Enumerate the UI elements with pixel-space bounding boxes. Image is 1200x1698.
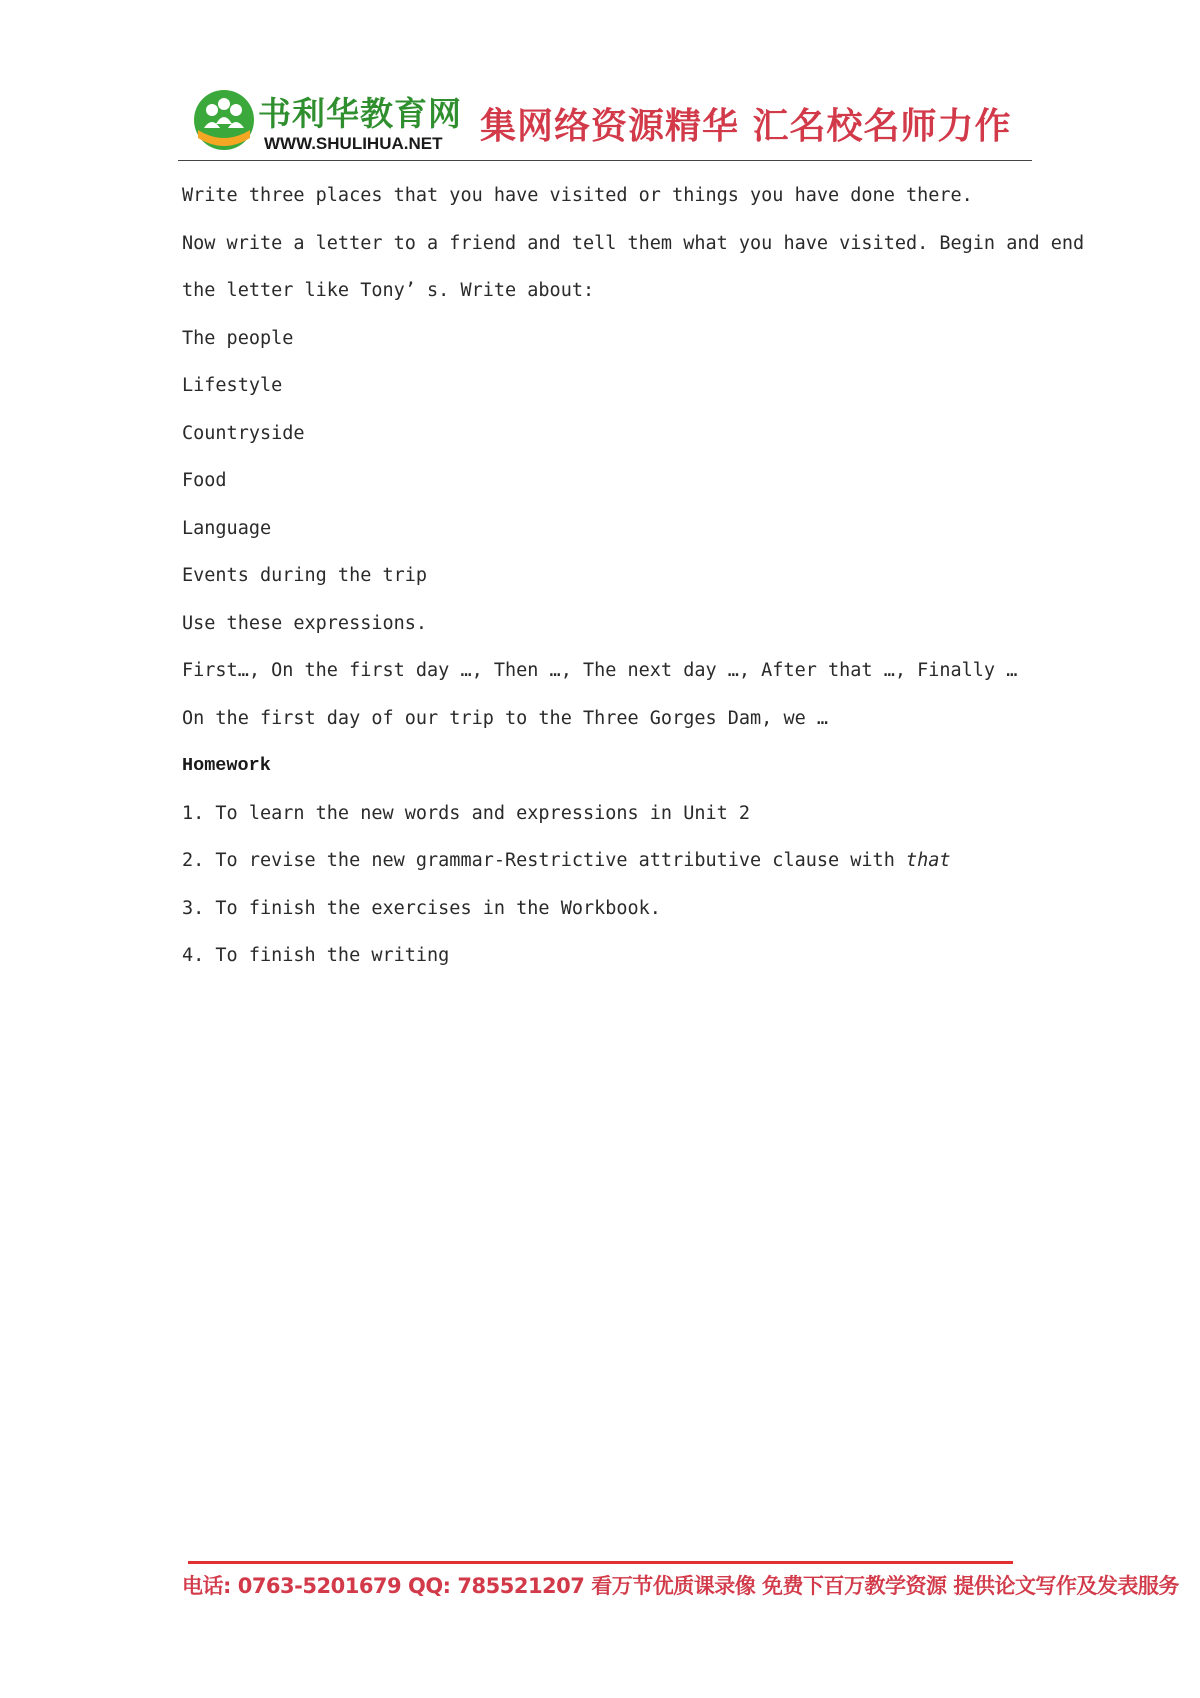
homework-item bbox=[182, 837, 1032, 885]
instruction-line: Now write a letter to a friend and tell them what you have visited. Begin and end bbox=[182, 232, 1085, 254]
page-header bbox=[180, 82, 1030, 160]
document-body bbox=[182, 172, 1085, 980]
topic-item: The people bbox=[182, 327, 294, 349]
shulihua-logo-icon bbox=[192, 88, 256, 152]
footer-divider bbox=[188, 1561, 1013, 1564]
instruction-line: the letter like Tony’ s. Write about: bbox=[182, 280, 595, 301]
topic-item: Language bbox=[182, 517, 272, 539]
instruction-line: Write three places that you have visited or things you have done there. bbox=[182, 185, 973, 206]
brand-name: 书利华教育网 bbox=[258, 94, 462, 133]
homework-item: 4. To finish the writing bbox=[182, 945, 450, 966]
header-divider bbox=[178, 160, 1032, 161]
homework-item-text: 2. To revise the new grammar-Restrictive attributive clause with bbox=[182, 850, 906, 871]
topic-item: Lifestyle bbox=[182, 375, 283, 396]
sample-sentence: On the first day of our trip to the Three Gorges Dam, we … bbox=[182, 707, 829, 729]
page-footer: 电话: 0763-5201679 QQ: 785521207 看万节优质课录像 免费下百万教学资源 提供论文写作及发表服务 bbox=[182, 1574, 1179, 1598]
homework-item-italic: that bbox=[905, 850, 951, 871]
brand-slogan: 集网络资源精华 汇名校名师力作 bbox=[480, 106, 1012, 147]
use-expressions-line: Use these expressions. bbox=[182, 612, 428, 634]
topic-item: Countryside bbox=[182, 422, 305, 444]
topic-item: Food bbox=[182, 470, 227, 491]
topic-item: Events during the trip bbox=[182, 565, 428, 586]
homework-heading: Homework bbox=[182, 755, 271, 776]
homework-item: 1. To learn the new words and expressions in Unit 2 bbox=[182, 802, 751, 824]
expressions-line: First…, On the first day …, Then …, The next day …, After that …, Finally … bbox=[182, 660, 1018, 681]
brand-url: WWW.SHULIHUA.NET bbox=[264, 134, 443, 153]
homework-item: 3. To finish the exercises in the Workbook. bbox=[182, 897, 661, 919]
